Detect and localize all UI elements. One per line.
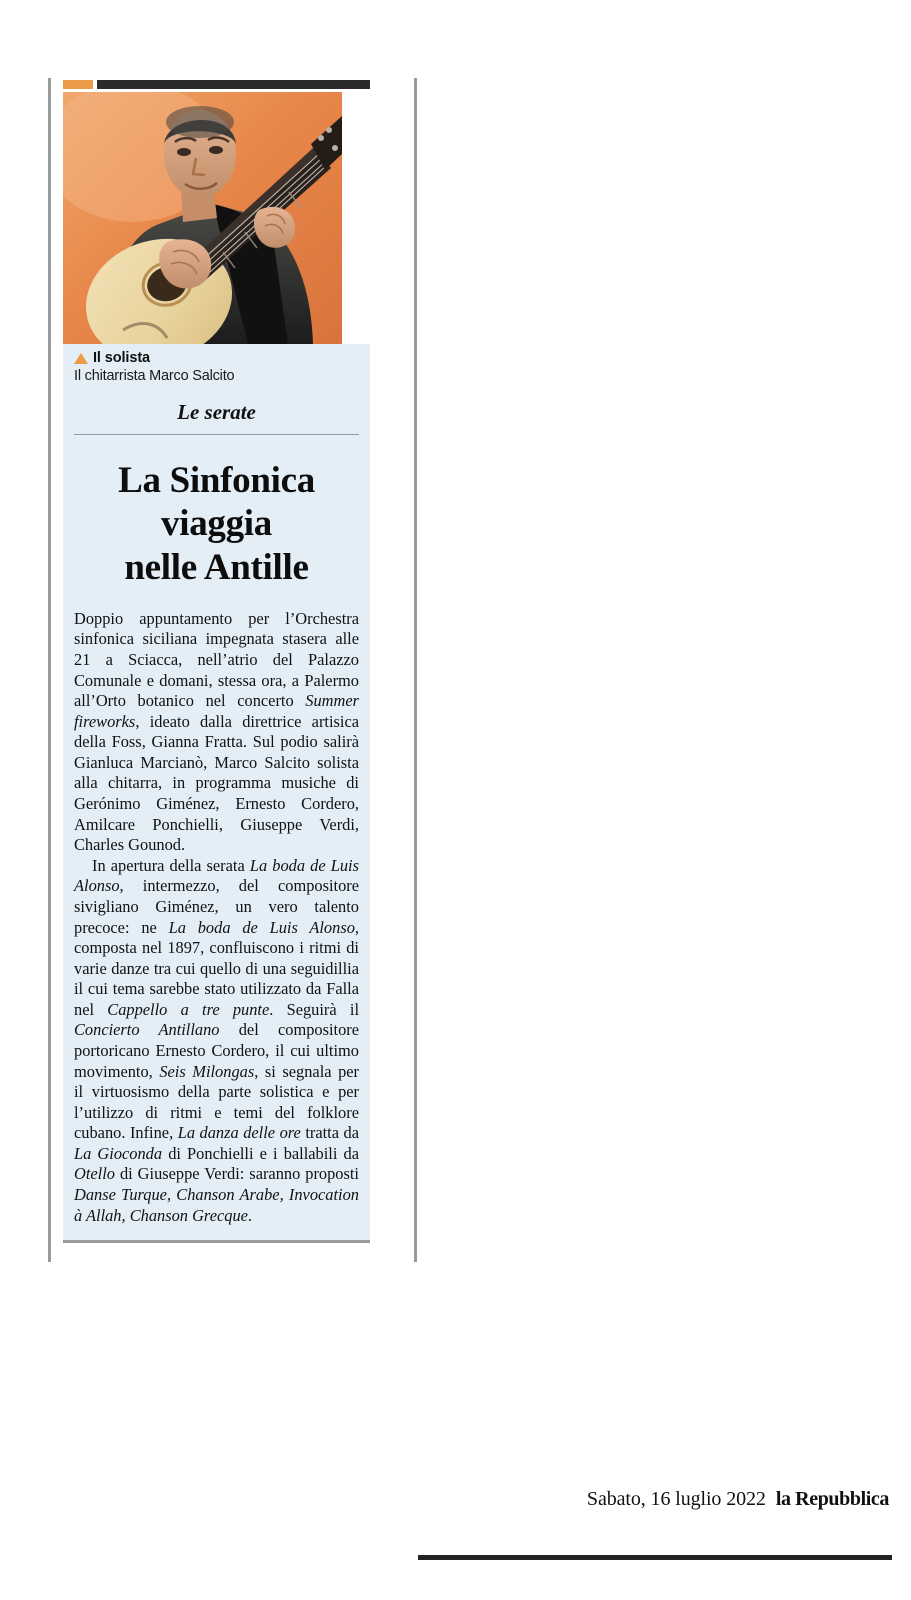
body-run: del compositore portoricano Ernesto Cordero, il cui ultimo movimento,: [74, 1020, 359, 1081]
body-run: .: [247, 1205, 253, 1225]
caption-subtitle: Il chitarrista Marco Salcito: [74, 368, 235, 384]
work-title: Concierto Antillano: [74, 1020, 220, 1040]
work-title: Seis Milongas: [159, 1061, 255, 1081]
body-run: , ideato dalla direttrice artisica della Foss, Gianna Fratta. Sul podio salirà Gianluca Marcianò, Marco Salcito solista alla chitarra, in programma musiche di Gerónimo Giménez, Ernesto Cordero, Amilcare Ponchielli, Giuseppe Verdi, Charles Gounod.: [74, 711, 359, 855]
work-title: Summer fireworks: [74, 691, 359, 731]
footer-line: [587, 1488, 889, 1511]
work-title: La boda de Luis Alonso: [74, 855, 359, 896]
work-title: Cappello a tre punte: [107, 999, 270, 1019]
triangle-up-icon: [74, 353, 88, 364]
tint-box-bottom-rule: [63, 1240, 370, 1243]
article-paragraph: [74, 856, 359, 1226]
work-title: La danza delle ore: [177, 1123, 301, 1143]
body-run: di Ponchielli e i ballabili da: [162, 1143, 359, 1163]
photo-caption: [74, 344, 359, 384]
work-title: Danse Turque, Chanson Arabe, Invocation à Allah, Chanson Grecque: [74, 1185, 359, 1225]
body-run: . Seguirà il: [269, 999, 359, 1019]
work-title: Otello: [74, 1164, 115, 1184]
article-kicker: Le serate: [177, 400, 256, 424]
work-title: La Gioconda: [74, 1143, 163, 1163]
page-footer: [0, 1488, 911, 1548]
top-decoration-bars: [63, 80, 370, 89]
body-run: tratta da: [300, 1123, 360, 1143]
footer-date: Sabato, 16 luglio 2022: [586, 1488, 766, 1510]
article-body: [74, 609, 359, 1226]
caption-title-row: [74, 350, 359, 366]
kicker-divider: [74, 434, 359, 435]
body-run: , si segnala per il virtuosismo della parte solistica e per l’utilizzo di ritmi e temi del folklore cubano. Infine,: [74, 1061, 360, 1143]
column-rule-left: [48, 78, 51, 1262]
body-run: , intermezzo, del compositore sivigliano Giménez, un vero talento precoce: ne: [74, 876, 359, 937]
headline-line-1: La Sinfonica: [118, 460, 315, 501]
caption-title: Il solista: [93, 350, 151, 366]
top-bar-orange: [63, 80, 93, 89]
work-title: La boda de Luis Alonso: [168, 917, 355, 937]
body-run: In apertura della serata: [92, 855, 250, 875]
body-run: Doppio appuntamento per l’Orchestra sinfonica siciliana impegnata stasera alle 21 a Sciacca, nell’atrio del Palazzo Comunale e domani, stessa ora, a Palermo all’Orto botanico nel concerto: [74, 608, 359, 711]
footer-rule: [418, 1555, 892, 1560]
body-run: , composta nel 1897, confluiscono i ritmi di varie danze tra cui quello di una seguidillia il cui tema sarebbe stato utilizzato da Falla nel: [74, 917, 360, 1019]
headline-line-2: viaggia: [161, 503, 272, 545]
headline-line-3: nelle Antille: [124, 546, 309, 588]
top-bar-dark: [97, 80, 370, 89]
body-run: di Giuseppe Verdi: saranno proposti: [114, 1164, 359, 1184]
column-rule-right: [414, 78, 417, 1262]
article-headline: [74, 459, 359, 589]
guitarist-photo: [63, 92, 342, 344]
footer-masthead: la Repubblica: [775, 1488, 889, 1510]
article-tint-box: [63, 344, 370, 1240]
article-paragraph: [74, 609, 359, 856]
